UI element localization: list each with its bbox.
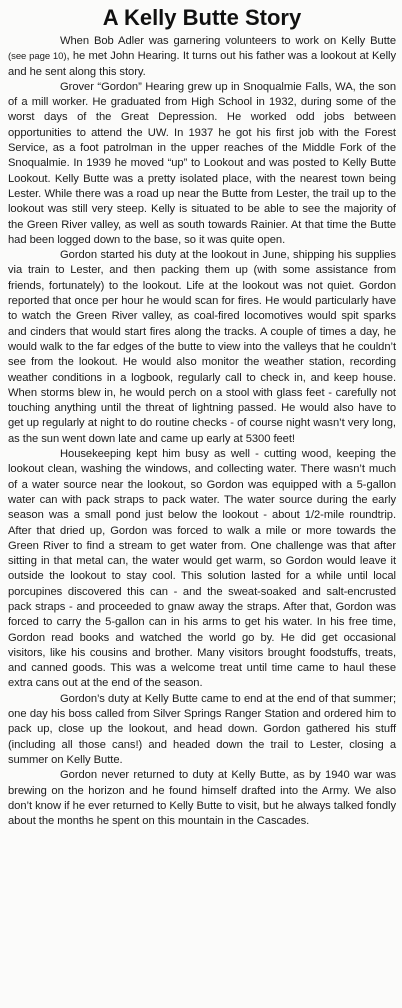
paragraph-duty: Gordon started his duty at the lookout in June, shipping his supplies via train to Lester, and then packing them up (with some assistance from friends, fortunately) to the lookout. Life at the lookout was not quiet. Gordon reported that once per hour he would scan for fires. He would particularly have to watch the Green River valley, as coal-fired locomotives would spit sparks and cinders that would start fires along the tracks. A couple of times a day, he would walk to the far edges of the butte to view into the valleys that he couldn’t see from the lookout. He would also monitor the weather station, recording weather conditions in a logbook, regularly call to check in, and keep house. When storms blew in, he would perch on a stool with glass feet - carefully not touching anything until the threat of lightning passed. He would also have to get up regularly at night to do routine checks - of course night wasn’t very long, as the sun went down late and came up early at 5300 feet! <box>8 249 396 445</box>
paragraph-housekeeping: Housekeeping kept him busy as well - cutting wood, keeping the lookout clean, washing the windows, and collecting water. There wasn’t much of a water source near the lookout, so Gordon was equipped with a 5-gallon water can with pack straps to pack water. The water source during the early season was a small pond just below the lookout - about 1/2-mile roundtrip. After that dried up, Gordon was forced to walk a mile or more towards the Green River to find a stream to get water from. One challenge was that after sitting in that metal can, the water would get warm, so Gordon would leave it outside the lookout to stay cool. This solution lasted for a while until local porcupines discovered this can - and the sweat-soaked and salt-encrusted pack straps - and proceeded to gnaw away the straps. After that, Gordon was forced to carry the 5-gallon can in his arms to get his water. In his free time, Gordon read books and watched the world go by. He did get occasional visitors, like his cousins and brother. Many visitors brought foodstuffs, treats, and canned goods. This was a welcome treat until time came to haul these extra cans out at the end of the season. <box>8 448 396 690</box>
intro-text-start: When Bob Adler was garnering volunteers to work on Kelly Butte <box>60 35 396 47</box>
paragraph-background: Grover “Gordon” Hearing grew up in Snoqualmie Falls, WA, the son of a mill worker. He graduated from High School in 1932, during some of the worst days of the Great Depression. He worked odd jobs between opportunities to attend the UW. In 1937 he got his first job with the Forest Service, as a foot patrolman in the upper reaches of the Middle Fork of the Snoqualmie. In 1939 he moved “up” to Lookout and was posted to Kelly Butte Lookout. Kelly Butte was a pretty isolated place, with the nearest town being Lester. While there was a road up near the Butte from Lester, the trail up to the lookout was still very steep. Kelly is situated to be able to see the majority of the Green River valley, as well as south towards Rainier. At that time the Butte had been logged down to the base, so it was quite open. <box>8 80 396 246</box>
intro-text-end: , he met John Hearing. It turns out his father was a lookout at Kelly and he sent along this story. <box>8 50 396 78</box>
paragraph-closing: Gordon never returned to duty at Kelly Butte, as by 1940 war was brewing on the horizon and he found himself drafted into the Army. We also don’t know if he ever returned to Kelly Butte to visit, but he always talked fondly about the months he spent on this mountain in the Cascades. <box>8 769 396 828</box>
article-body <box>8 34 396 829</box>
paragraph-intro <box>8 34 396 80</box>
article-title: A Kelly Butte Story <box>102 5 302 30</box>
page-reference: (see page 10) <box>8 51 67 63</box>
paragraph-end-of-season: Gordon’s duty at Kelly Butte came to end at the end of that summer; one day his boss called from Silver Springs Ranger Station and ordered him to pack up, close up the lookout, and head down. Gordon gathered his stuff (including all those cans!) and headed down the trail to Lester, closing a summer on Kelly Butte. <box>8 692 396 766</box>
